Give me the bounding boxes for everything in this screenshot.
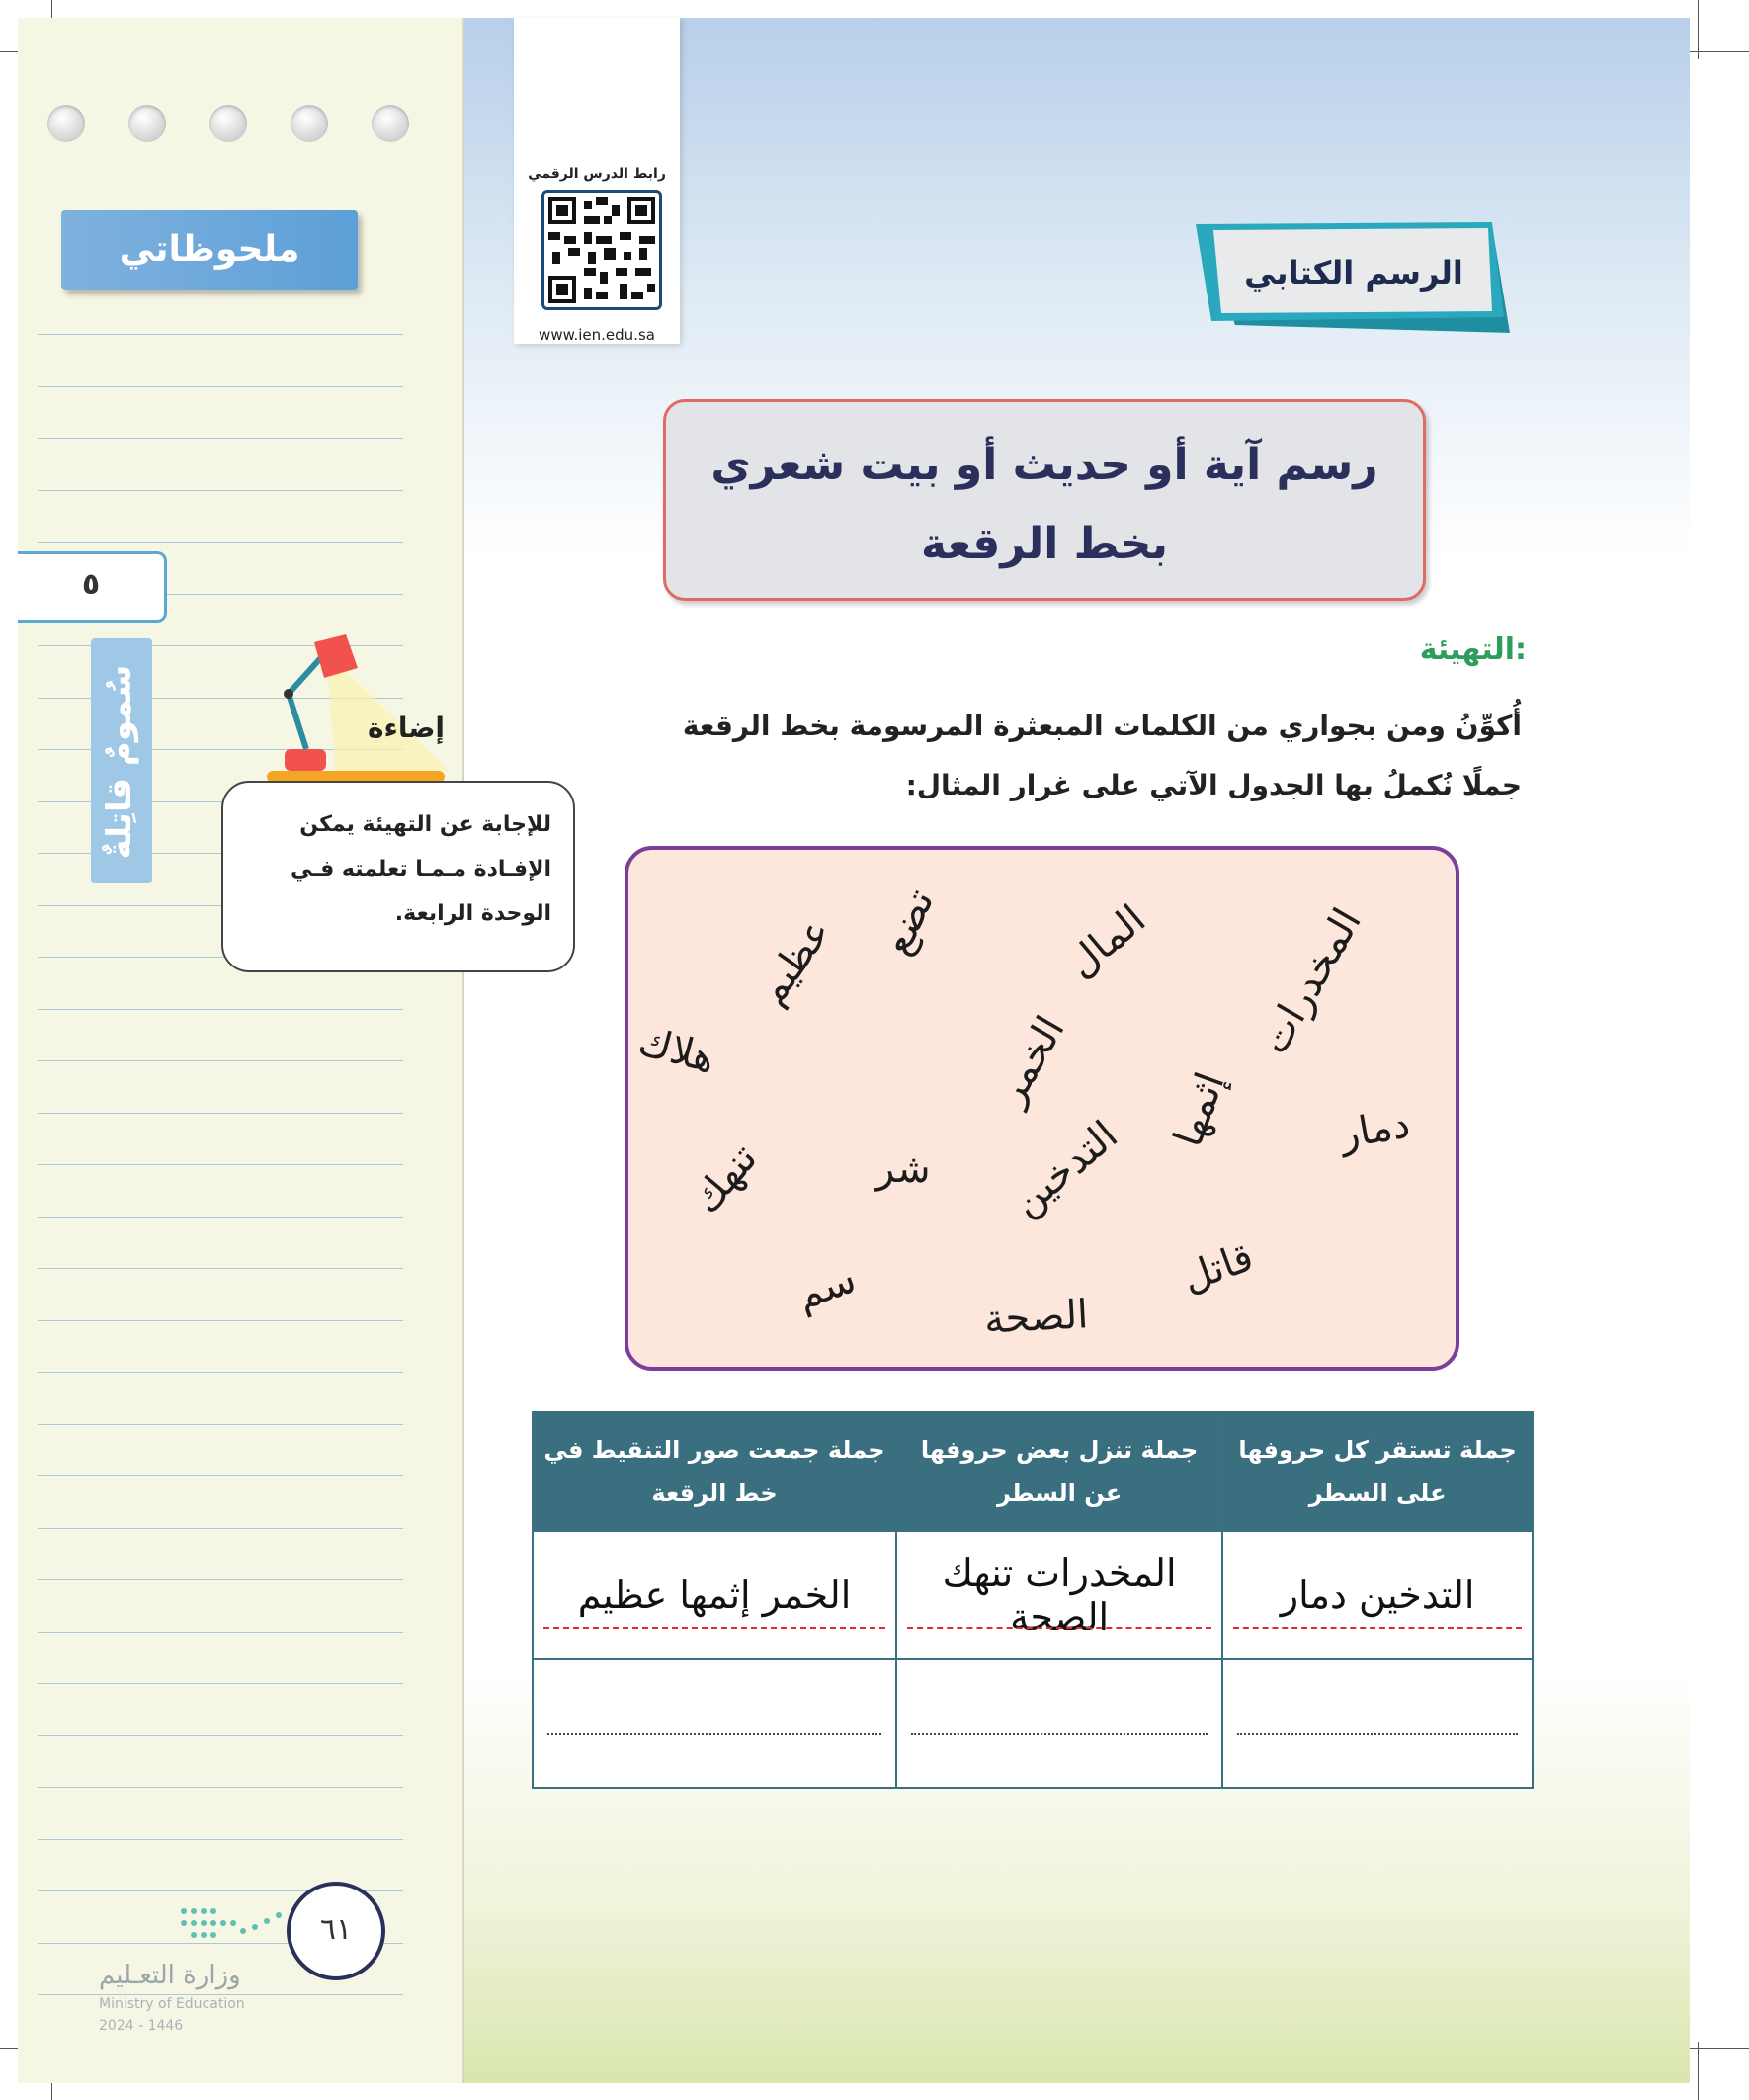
- intro-heading: التهيئة:: [1419, 632, 1527, 667]
- lesson-title-box: [663, 399, 1426, 601]
- binder-hole: [372, 105, 409, 142]
- notebook-line: [38, 1528, 403, 1529]
- notebook-line: [38, 1009, 403, 1010]
- ministry-logo-icon: [174, 1901, 292, 1947]
- lesson-title-line2: بخط الرقعة: [921, 519, 1168, 569]
- binder-hole: [128, 105, 166, 142]
- table-row: [533, 1531, 1533, 1659]
- crop-mark: [1690, 51, 1749, 52]
- notebook-line: [38, 438, 403, 439]
- intro-text: أُكوِّنُ ومن بجواري من الكلمات المبعثرة المرسومة بخط الرقعة جملًا نُكملُ بها الجدول الآتي على غرار المثال:: [682, 710, 1522, 801]
- answer-cell[interactable]: [1222, 1659, 1533, 1788]
- scattered-word: هلاك: [633, 1018, 720, 1083]
- ministry-name-ar: وزارة التعـليم: [99, 1961, 241, 1990]
- table-header: جملة تستقر كل حروفها على السطر: [1222, 1412, 1533, 1531]
- notebook-line: [38, 1164, 403, 1165]
- scattered-word: تضع: [874, 882, 944, 963]
- notebook-line: [38, 1579, 403, 1580]
- answer-cell[interactable]: [533, 1659, 896, 1788]
- dotted-line: [547, 1733, 881, 1735]
- scattered-word: المال: [1058, 896, 1155, 987]
- notebook-line: [38, 1372, 403, 1373]
- ministry-name-en: Ministry of Education: [99, 1996, 245, 2012]
- binder-hole: [47, 105, 85, 142]
- notebook-line: [38, 1060, 403, 1061]
- notebook-line: [38, 1268, 403, 1269]
- scattered-word: دمار: [1336, 1101, 1414, 1158]
- crop-mark: [1698, 2042, 1699, 2100]
- scattered-word: تنهك: [683, 1135, 767, 1222]
- qr-card[interactable]: [514, 18, 680, 344]
- notebook-line: [38, 1632, 403, 1633]
- dotted-line: [911, 1733, 1208, 1735]
- qr-code-icon[interactable]: [541, 190, 662, 310]
- notebook-line: [38, 1683, 403, 1684]
- table-header-row: [533, 1412, 1533, 1531]
- unit-title: سُمومٌ قاتِلةٌ: [100, 664, 139, 860]
- dotted-line: [1237, 1733, 1518, 1735]
- binder-hole: [209, 105, 247, 142]
- scattered-word: التدخين: [1003, 1112, 1126, 1226]
- table-header: جملة جمعت صور التنقيط في خط الرقعة: [533, 1412, 896, 1531]
- notebook-line: [38, 1787, 403, 1788]
- scattered-word: قاتل: [1176, 1233, 1260, 1302]
- qr-title: رابط الدرس الرقمي: [528, 166, 666, 182]
- tip-label: إضاءة: [368, 712, 446, 744]
- notes-strip: [18, 18, 464, 2083]
- page-number: ٦١: [287, 1882, 385, 1980]
- crop-mark: [1698, 0, 1699, 59]
- baseline: [1233, 1627, 1522, 1629]
- baseline: [907, 1627, 1211, 1629]
- crop-mark: [1690, 2048, 1749, 2049]
- notebook-line: [38, 1217, 403, 1218]
- unit-title-tab: [91, 638, 152, 883]
- notebook-line: [38, 542, 403, 543]
- scattered-words-box: [625, 846, 1459, 1371]
- sentence-table: [532, 1411, 1534, 1789]
- answer-cell[interactable]: [896, 1659, 1222, 1788]
- notebook-line: [38, 1839, 403, 1840]
- notebook-line: [38, 1320, 403, 1321]
- scattered-word: المخدرات: [1251, 900, 1371, 1062]
- qr-url[interactable]: www.ien.edu.sa: [539, 326, 655, 344]
- example-text: الخمر إثمها عظيم: [577, 1573, 852, 1617]
- example-cell: [896, 1531, 1222, 1659]
- tip-box: [221, 781, 575, 972]
- scattered-word: سم: [790, 1256, 863, 1319]
- scattered-word: الخمر: [987, 1008, 1074, 1113]
- table-row: [533, 1659, 1533, 1788]
- example-cell: [533, 1531, 896, 1659]
- notebook-line: [38, 386, 403, 387]
- tip-text: للإجابة عن التهيئة يمكن الإفـادة مـمـا تعلمته فـي الوحدة الرابعة.: [291, 812, 551, 926]
- notebook-line: [38, 334, 403, 335]
- notebook-line: [38, 1113, 403, 1114]
- scattered-word: إثمها: [1165, 1066, 1234, 1153]
- section-banner: [1196, 222, 1512, 336]
- notes-tab: ملحوظاتي: [61, 210, 358, 290]
- scattered-word: شر: [875, 1146, 931, 1192]
- notebook-line: [38, 1424, 403, 1425]
- scattered-word: الصحة: [982, 1292, 1090, 1343]
- example-cell: [1222, 1531, 1533, 1659]
- scattered-word: عظيم: [748, 909, 840, 1014]
- unit-number: ٥: [18, 551, 167, 623]
- example-text: المخدرات تنهك الصحة: [942, 1552, 1177, 1638]
- notebook-line: [38, 490, 403, 491]
- edition-year: 2024 - 1446: [99, 2018, 184, 2034]
- baseline: [543, 1627, 885, 1629]
- example-text: التدخين دمار: [1280, 1573, 1475, 1617]
- lesson-title-line1: رسم آية أو حديث أو بيت شعري: [710, 440, 1378, 490]
- section-banner-text: الرسم الكتابي: [1244, 254, 1463, 292]
- notebook-line: [38, 1475, 403, 1476]
- notebook-line: [38, 1994, 403, 1995]
- binder-hole: [291, 105, 328, 142]
- notebook-line: [38, 1735, 403, 1736]
- table-header: جملة تنزل بعض حروفها عن السطر: [896, 1412, 1222, 1531]
